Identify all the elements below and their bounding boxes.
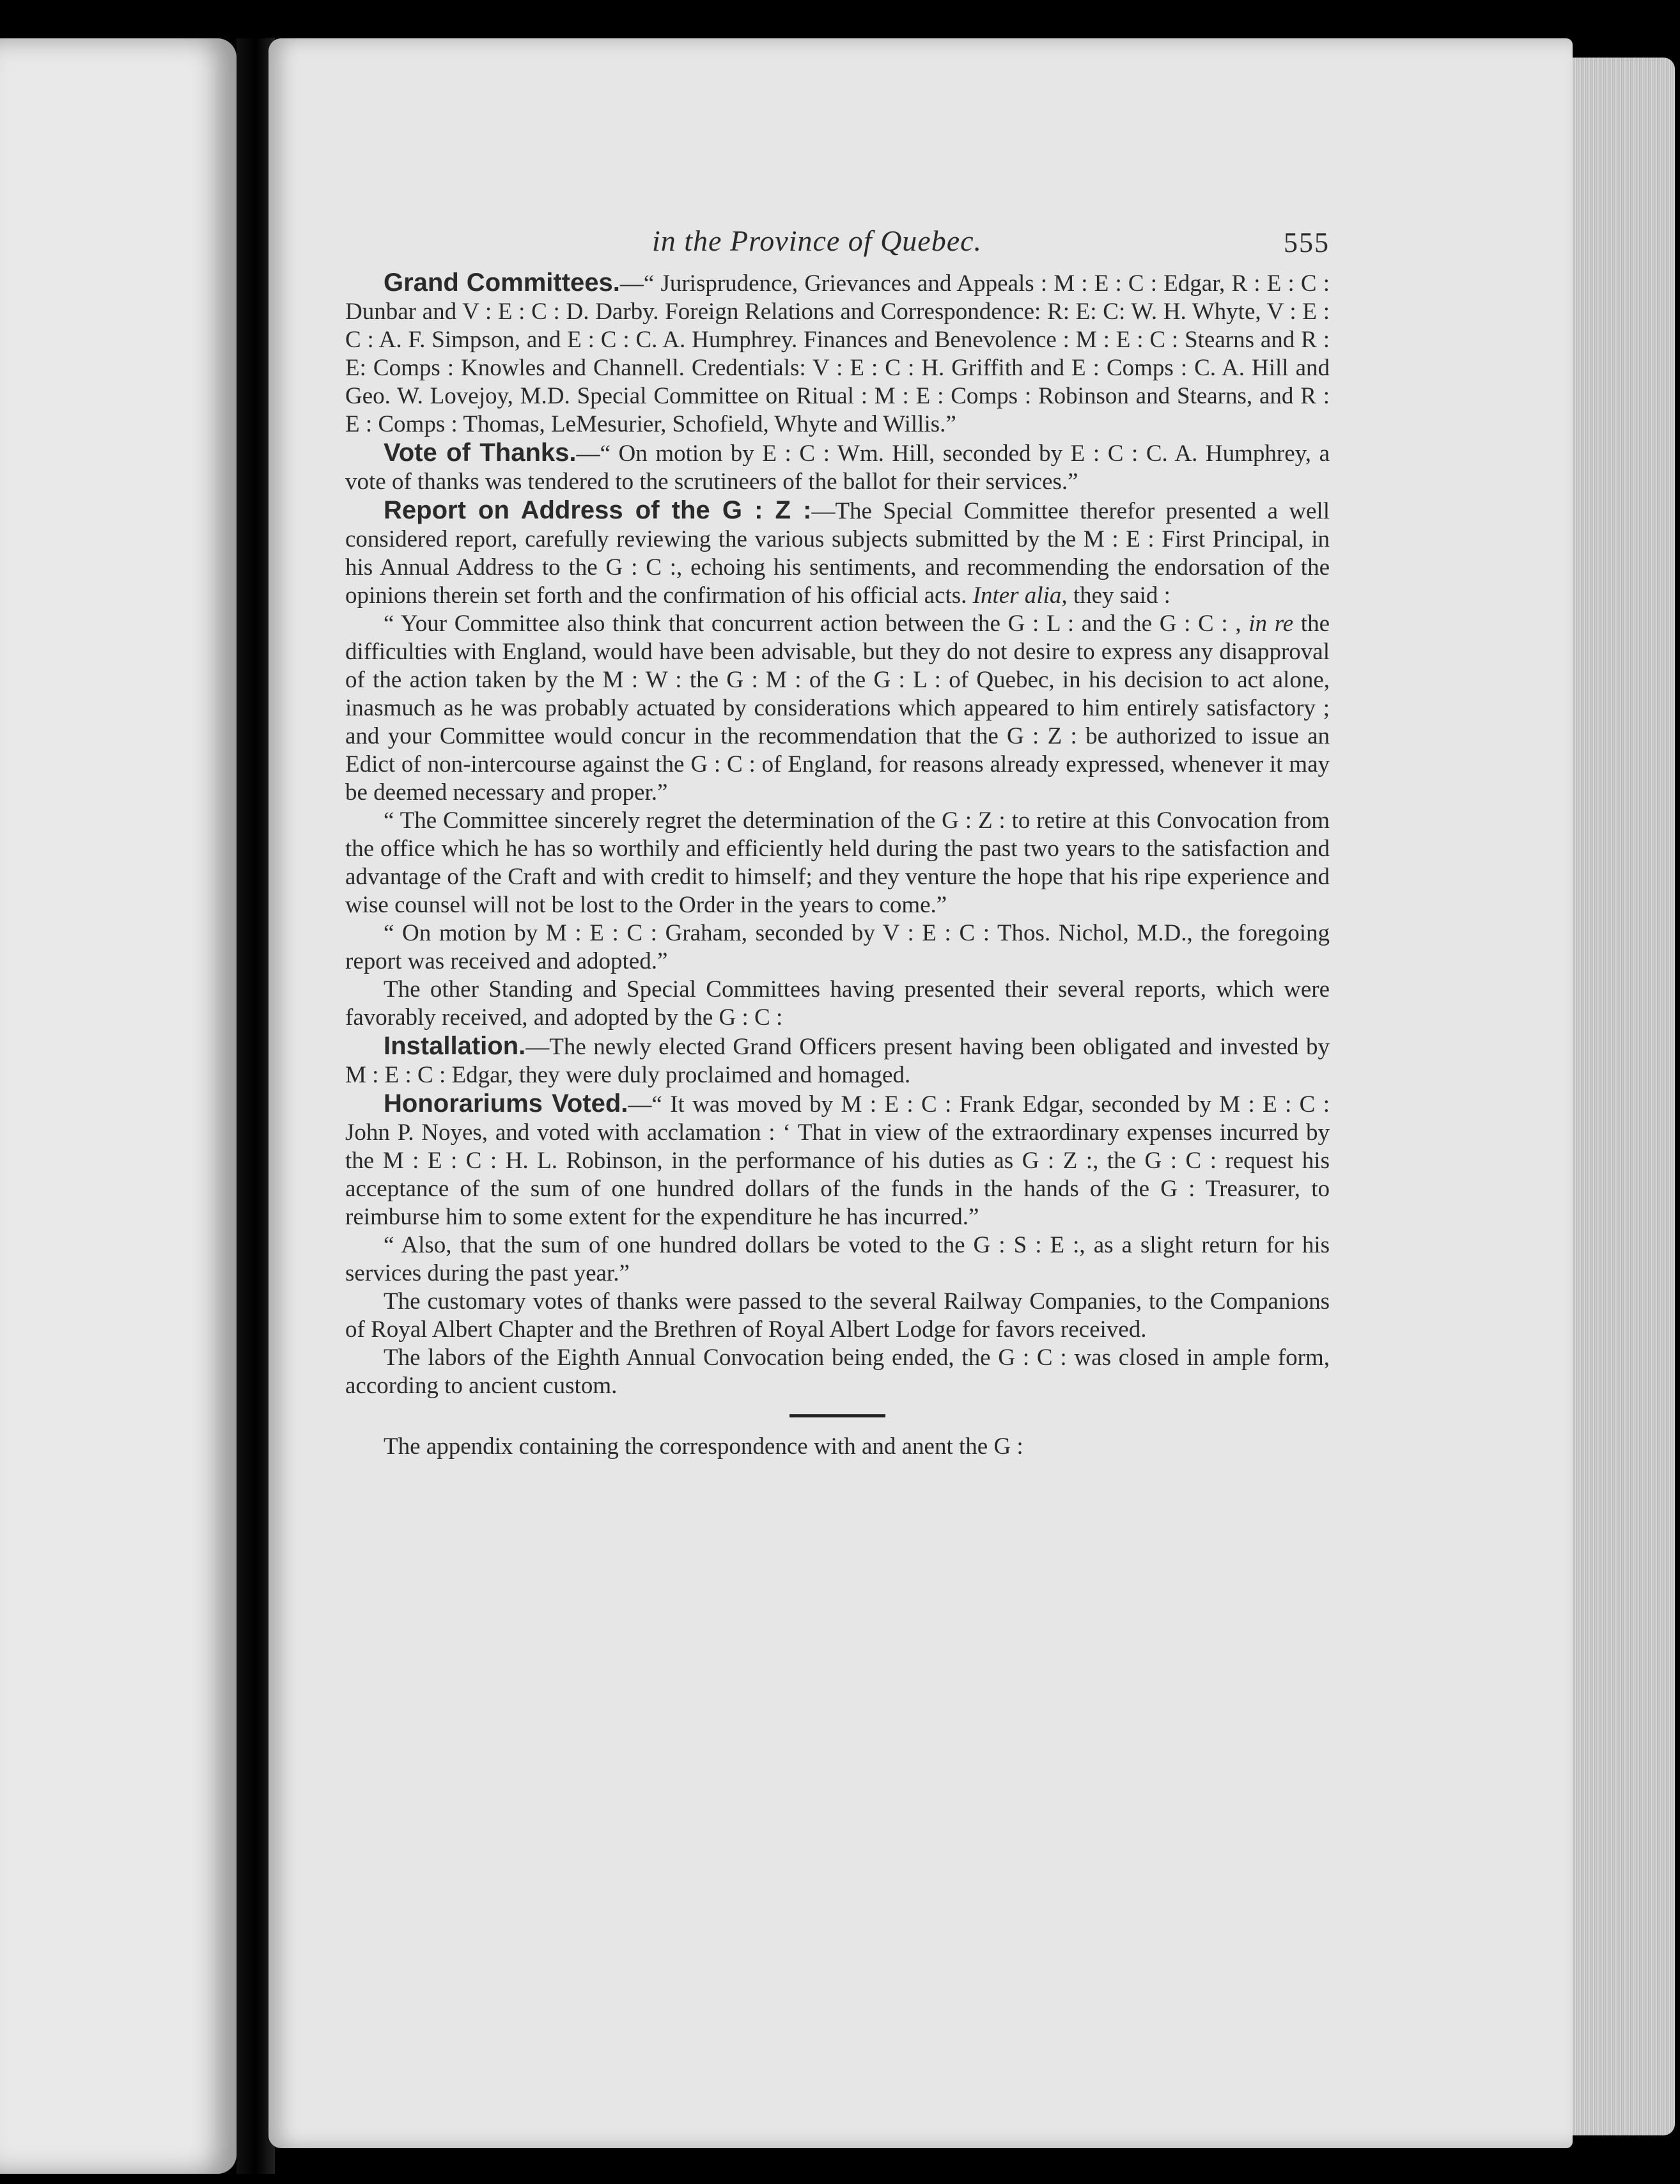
paragraph-honorariums (345, 1089, 1330, 1231)
paragraph-text: “ On motion by M : E : C : Graham, seconded by V : E : C : Thos. Nichol, M.D., the foregoing report was received and adopted.” (345, 920, 1330, 974)
page-number: 555 (1284, 227, 1330, 258)
paragraph-text: The customary votes of thanks were passed to the several Railway Companies, to the Companions of Royal Albert Chapter and the Brethren of Royal Albert Lodge for favors received. (345, 1288, 1330, 1343)
section-heading: Vote of Thanks. (384, 439, 577, 467)
paragraph-text: The other Standing and Special Committees having presented their several reports, which were favorably received, and adopted by the G : C : (345, 976, 1330, 1031)
paragraph-text: the difficulties with England, would have been advisable, but they do not desire to express any disapproval of the action taken by the M : W : the G : M : of the G : L : of Quebec, in his decision to act alone, inasmuch as he was probably actuated by considerations which appeared to him entirely satisfactory ; and your Committee would concur in the recommendation that the G : Z : be authorized to issue an Edict of non-intercourse against the G : C : of England, for reasons already expressed, whenever it may be deemed necessary and proper.” (345, 611, 1330, 806)
section-divider-rule (789, 1414, 885, 1417)
paragraph-text: —The newly elected Grand Officers present having been obligated and invested by M : E : C : Edgar, they were duly proclaimed and homaged. (345, 1034, 1330, 1088)
paragraph-text: The appendix containing the correspondence with and anent the G : (384, 1433, 1023, 1460)
paragraph-grand-committees (345, 269, 1330, 439)
paragraph-quote-committee (345, 610, 1330, 807)
section-heading: Report on Address of the G : Z : (384, 496, 812, 524)
paragraph-customary-votes (345, 1288, 1330, 1344)
paragraph-text: The labors of the Eighth Annual Convocation being ended, the G : C : was closed in ample form, according to ancient custom. (345, 1345, 1330, 1399)
paragraph-labors-ended (345, 1344, 1330, 1400)
paragraph-text-lead: “ Your Committee also think that concurrent action between the G : L : and the G : C : , (384, 611, 1241, 637)
section-heading: Honorariums Voted. (384, 1089, 628, 1118)
previous-page (0, 38, 237, 2174)
paragraph-text: “ Also, that the sum of one hundred dollars be voted to the G : S : E :, as a slight return for his services during the past year.” (345, 1232, 1330, 1286)
italic-phrase: Inter alia, (972, 582, 1068, 609)
section-heading: Installation. (384, 1032, 526, 1060)
paragraph-vote-of-thanks (345, 439, 1330, 496)
running-head (345, 217, 1330, 269)
paragraph-text: “ The Committee sincerely regret the determination of the G : Z : to retire at this Convocation from the office which he has so worthily and efficiently held during the past two years to the satisfaction and advantage of the Craft and with credit to himself; and they venture the hope that his ripe experience and wise counsel will not be lost to the Order in the years to come.” (345, 807, 1330, 918)
paragraph-appendix (345, 1433, 1330, 1461)
page-text-block (345, 217, 1330, 1461)
paragraph-motion-graham (345, 919, 1330, 976)
running-head-title: in the Province of Quebec. (652, 224, 983, 257)
paragraph-text: —“ On motion by E : C : Wm. Hill, seconded by E : C : C. A. Humphrey, a vote of thanks was tendered to the scrutineers of the ballot for their services.” (345, 441, 1330, 495)
paragraph-installation (345, 1032, 1330, 1089)
paragraph-text: —The Special Committee therefor presented a well considered report, carefully reviewing the various subjects submitted by the M : E : First Principal, in his Annual Address to the G : C :, echoing his sentiments, and recommending the endorsation of the opinions therein set forth and the confirmation of his official acts. (345, 498, 1330, 609)
paragraph-text: —“ It was moved by M : E : C : Frank Edgar, seconded by M : E : C : John P. Noyes, and voted with acclamation : ‘ That in view of the extraordinary expenses incurred by the M : E : C : H. L. Robinson, in the performance of his duties as G : Z :, the G : C : request his acceptance of the sum of one hundred dollars of the funds in the hands of the G : Treasurer, to reimburse him to some extent for the expenditure he has incurred.” (345, 1091, 1330, 1230)
paragraph-text-tail: they said : (1067, 582, 1171, 609)
page-edges (1573, 58, 1675, 2135)
paragraph-text: —“ Jurisprudence, Grievances and Appeals : M : E : C : Edgar, R : E : C : Dunbar and V : E : C : D. Darby. Foreign Relations and Correspondence: R: E: C: W. H. Whyte, V : E : C : A. F. Simpson, and E : C : C. A. Humphrey. Finances and Benevolence : M : E : C : Stearns and R : E: Comps : Knowles and Channell. Credentials: V : E : C : H. Griffith and E : Comps : C. A. Hill and Geo. W. Lovejoy, M.D. Special Committee on Ritual : M : E : Comps : Robinson and Stearns, and R : E : Comps : Thomas, LeMesurier, Schofield, Whyte and Willis.” (345, 270, 1330, 437)
paragraph-report-on-address (345, 496, 1330, 610)
italic-phrase: in re (1248, 611, 1294, 637)
section-heading: Grand Committees. (384, 269, 620, 297)
paragraph-also-sum (345, 1231, 1330, 1288)
paragraph-other-committees (345, 976, 1330, 1032)
paragraph-quote-regret (345, 807, 1330, 919)
